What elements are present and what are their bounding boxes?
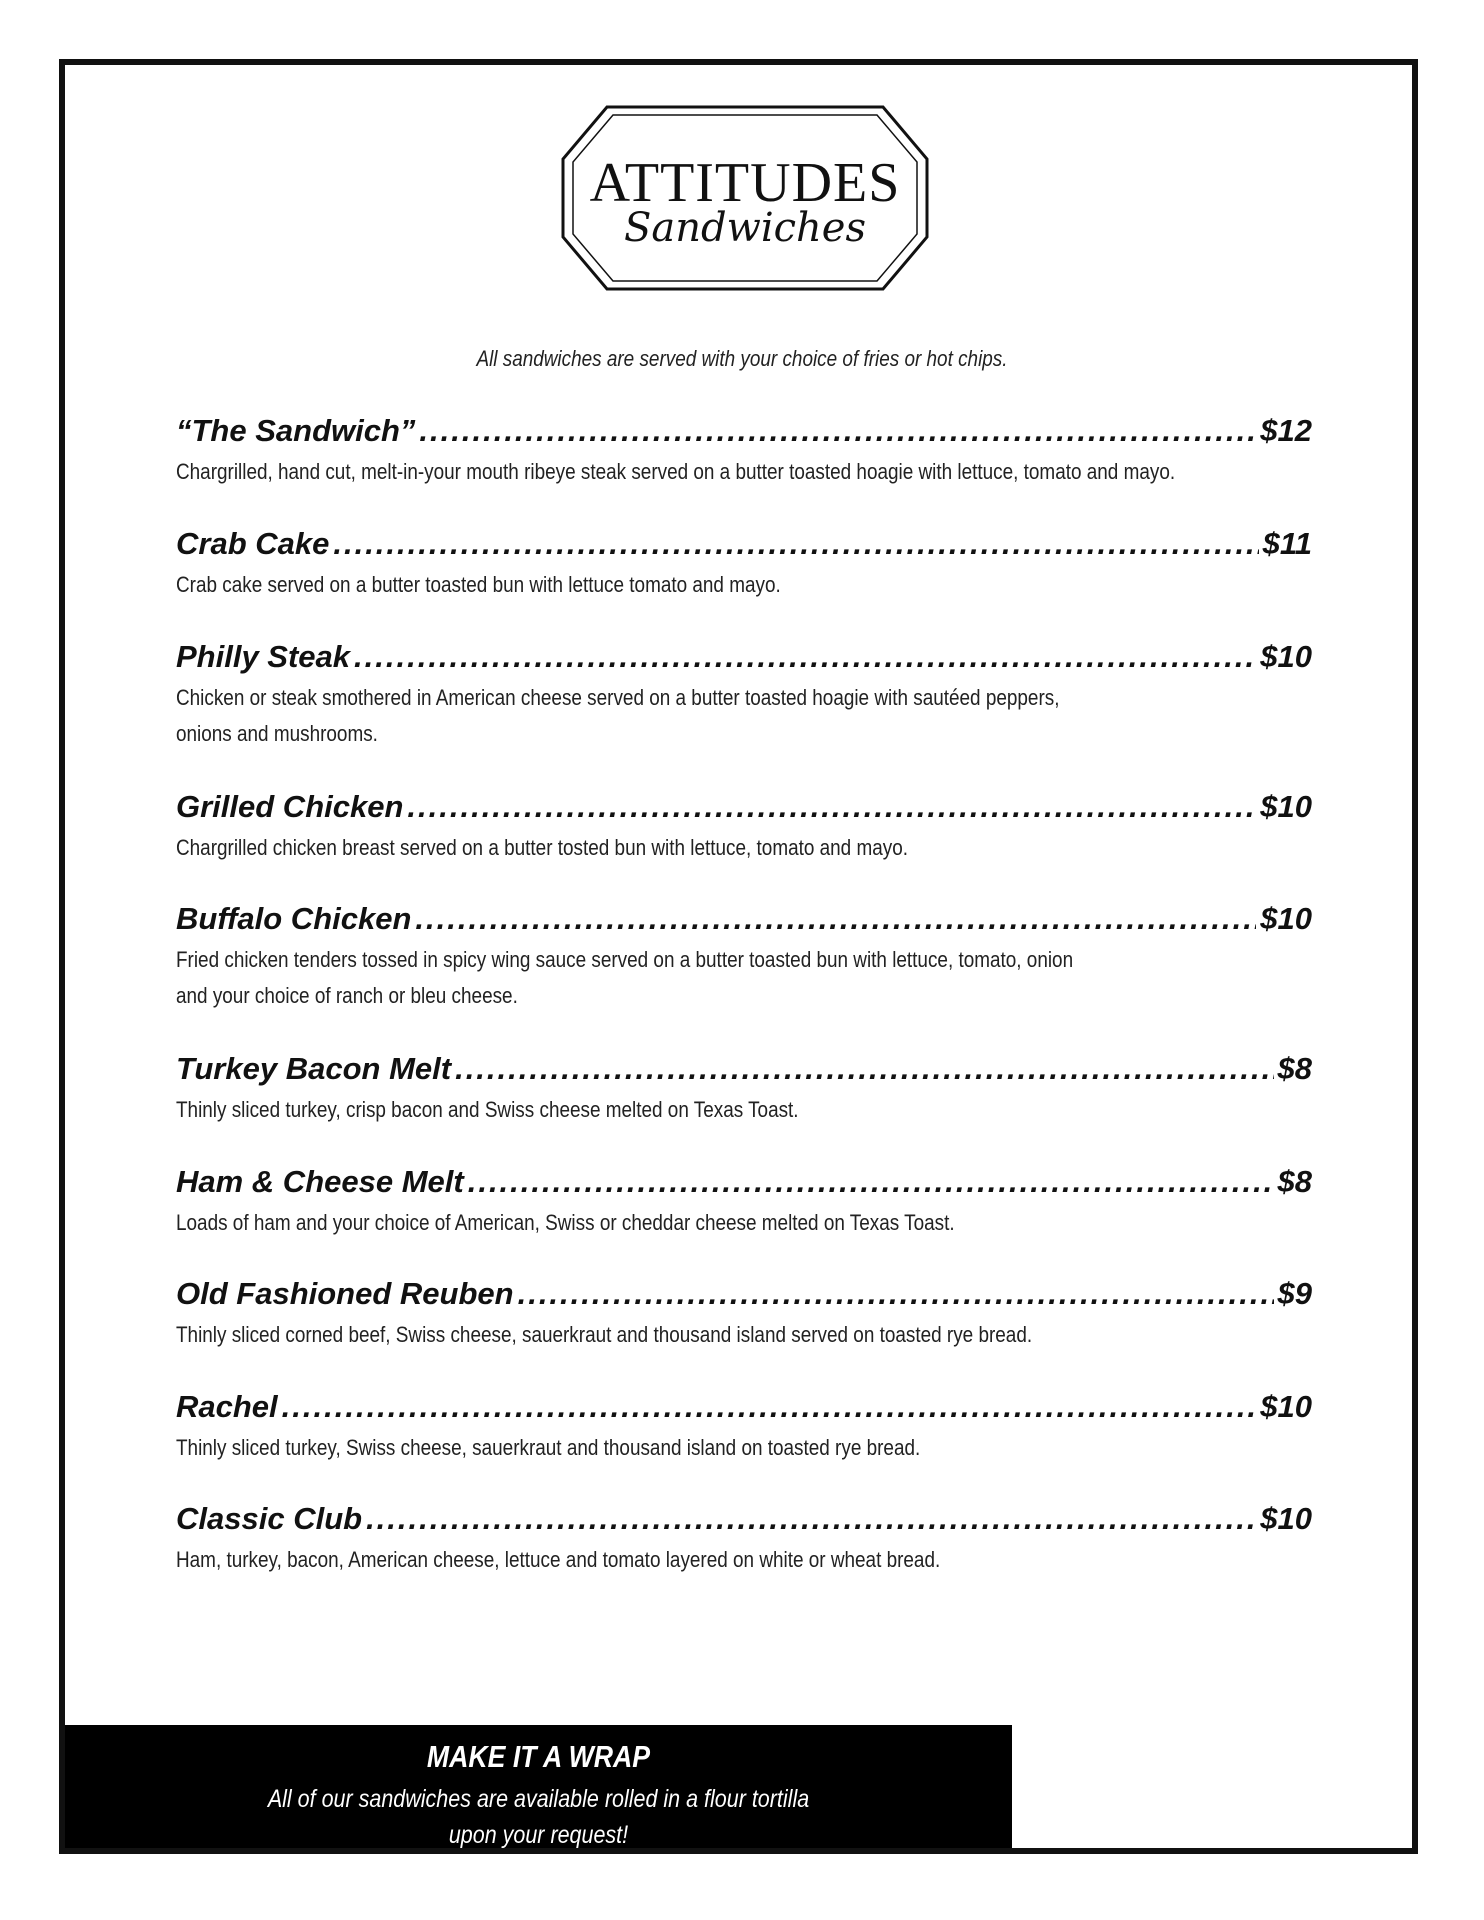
leader-dots	[518, 1271, 1274, 1317]
item-price: $8	[1277, 1051, 1312, 1086]
menu-list	[176, 408, 1312, 1609]
menu-item	[176, 1271, 1312, 1384]
item-price: $11	[1262, 526, 1312, 561]
item-price: $10	[1260, 1501, 1312, 1536]
leader-dots	[468, 1159, 1274, 1205]
item-name: Ham & Cheese Melt	[176, 1164, 464, 1199]
menu-item	[176, 634, 1312, 784]
leader-dots	[419, 408, 1256, 454]
item-description: Chargrilled, hand cut, melt-in-your mouth ribeye steak served on a butter toasted hoagie with lettuce, tomato and mayo.	[176, 459, 1176, 484]
item-name: Turkey Bacon Melt	[176, 1051, 452, 1086]
leader-dots	[415, 896, 1256, 942]
leader-dots	[354, 634, 1256, 680]
item-description: Thinly sliced turkey, Swiss cheese, sauerkraut and thousand island on toasted rye bread.	[176, 1435, 921, 1460]
menu-item	[176, 784, 1312, 896]
menu-item	[176, 896, 1312, 1046]
item-description: Chargrilled chicken breast served on a butter tosted bun with lettuce, tomato and mayo.	[176, 835, 908, 860]
leader-dots	[407, 784, 1256, 830]
item-description: Chicken or steak smothered in American cheese served on a butter toasted hoagie with sautéed peppers, onions and mushrooms.	[176, 685, 1060, 746]
item-price: $9	[1277, 1276, 1312, 1311]
logo-title: ATTITUDES	[589, 152, 901, 214]
item-description: Fried chicken tenders tossed in spicy wing sauce served on a butter toasted bun with lettuce, tomato, onion and your choice of ranch or bleu cheese.	[176, 947, 1074, 1008]
item-name: Philly Steak	[176, 639, 351, 674]
item-price: $12	[1260, 413, 1312, 448]
menu-item	[176, 521, 1312, 634]
menu-item	[176, 1159, 1312, 1271]
wrap-title: MAKE IT A WRAP	[426, 1739, 651, 1774]
item-price: $10	[1260, 901, 1312, 936]
menu-item	[176, 1384, 1312, 1496]
wrap-banner	[65, 1725, 1012, 1848]
menu-item	[176, 408, 1312, 521]
item-price: $10	[1260, 639, 1312, 674]
wrap-description: All of our sandwiches are available rolled in a flour tortilla upon your request!	[267, 1785, 810, 1849]
item-name: Crab Cake	[176, 526, 330, 561]
menu-item	[176, 1046, 1312, 1159]
item-name: Rachel	[176, 1389, 278, 1424]
item-price: $8	[1277, 1164, 1312, 1199]
item-price: $10	[1260, 1389, 1312, 1424]
item-name: Old Fashioned Reuben	[176, 1276, 514, 1311]
leader-dots	[333, 521, 1258, 567]
item-name: Grilled Chicken	[176, 789, 404, 824]
menu-item	[176, 1496, 1312, 1609]
logo	[557, 89, 933, 307]
item-name: Buffalo Chicken	[176, 901, 412, 936]
item-description: Loads of ham and your choice of American, Swiss or cheddar cheese melted on Texas Toast.	[176, 1210, 955, 1235]
item-price: $10	[1260, 789, 1312, 824]
item-description: Crab cake served on a butter toasted bun with lettuce tomato and mayo.	[176, 572, 781, 597]
leader-dots	[366, 1496, 1256, 1542]
item-description: Thinly sliced corned beef, Swiss cheese, sauerkraut and thousand island served on toasted rye bread.	[176, 1322, 1033, 1347]
leader-dots	[282, 1384, 1257, 1430]
item-description: Ham, turkey, bacon, American cheese, lettuce and tomato layered on white or wheat bread.	[176, 1547, 941, 1572]
item-name: “The Sandwich”	[176, 413, 416, 448]
item-description: Thinly sliced turkey, crisp bacon and Swiss cheese melted on Texas Toast.	[176, 1097, 799, 1122]
logo-script: Sandwiches	[623, 205, 866, 251]
item-name: Classic Club	[176, 1501, 363, 1536]
menu-subtitle: All sandwiches are served with your choice of fries or hot chips.	[476, 346, 1008, 371]
leader-dots	[455, 1046, 1273, 1092]
